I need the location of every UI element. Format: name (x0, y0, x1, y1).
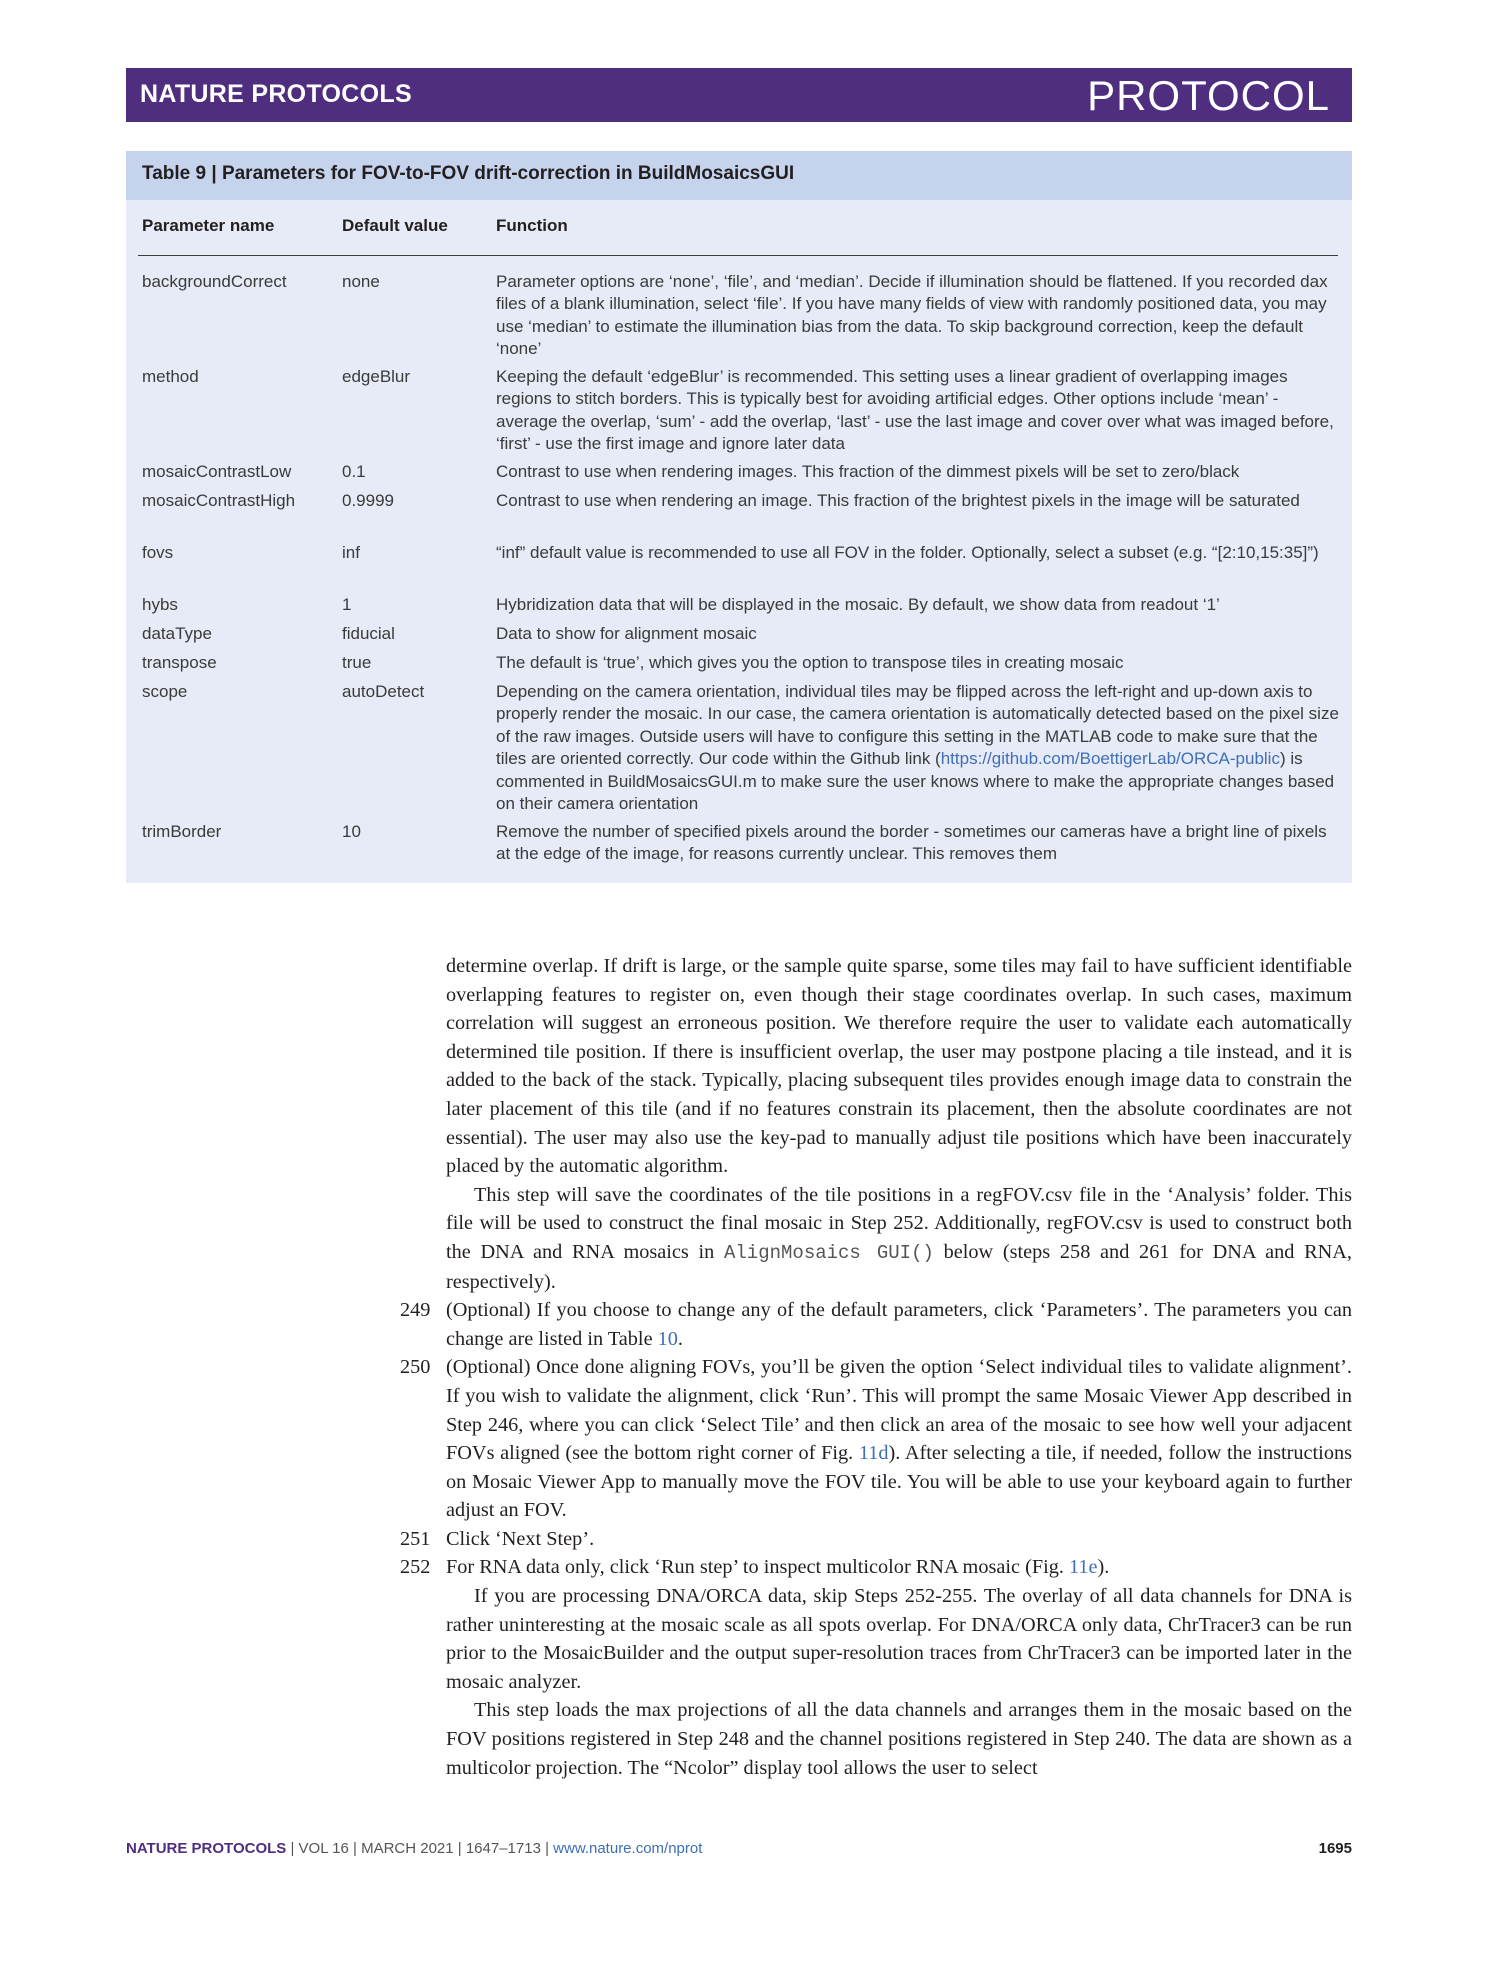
step-text: ). (1097, 1556, 1110, 1579)
param-name: scope (142, 682, 188, 701)
param-name: dataType (142, 624, 212, 643)
param-name: mosaicContrastLow (142, 462, 292, 481)
footer-journal: NATURE PROTOCOLS (126, 1840, 287, 1857)
table-reference-link[interactable]: 10 (657, 1327, 678, 1350)
page-number: 1695 (1318, 1840, 1352, 1857)
body-text-run: This step will save the coordinates of the tile positions in a regFOV.csv file in the ‘Analysis’ folder. This file will be used to construct the final mosaic in Step 252. Additionally, regFOV.csv is used to construct both the DNA and RNA mosaics in (446, 1183, 1352, 1263)
param-function: Hybridization data that will be displayed in the mosaic. By default, we show data from readout ‘1’ (496, 595, 1220, 614)
param-function (496, 681, 1341, 815)
body-text-run: below (steps 258 and 261 for DNA and RNA, respectively). (446, 1240, 1352, 1293)
body-paragraph (446, 1181, 1352, 1296)
footer-url-link[interactable]: www.nature.com/nprot (553, 1840, 703, 1857)
figure-reference-link[interactable]: 11d (858, 1442, 889, 1465)
param-function: Data to show for alignment mosaic (496, 624, 757, 643)
table-header-rule (138, 255, 1338, 256)
step-number: 251 (400, 1527, 431, 1550)
param-function: Parameter options are ‘none’, ‘file’, and ‘median’. Decide if illumination should be flattened. If you recorded dax files of a blank illumination, select ‘file’. If you have many fields of view with randomly positioned data, you may use ‘median’ to estimate the illumination bias from the data. To skip background correction, keep the default ‘none’ (496, 272, 1328, 359)
step-number: 249 (400, 1299, 431, 1322)
param-function-text: Depending on the camera orientation, individual tiles may be flipped across the left-right and up-down axis to properly render the mosaic. In our case, the camera orientation is automatically detected based on the pixel size of the raw images. Outside users will have to configure this setting in the MATLAB code to make sure that the tiles are oriented correctly. Our code within the Github link ( (496, 682, 1339, 769)
table-caption-label: Table 9 | (142, 163, 222, 184)
param-default: autoDetect (342, 682, 425, 701)
figure-reference-link[interactable]: 11e (1069, 1556, 1098, 1579)
param-default: true (342, 653, 372, 672)
body-paragraph: If you are processing DNA/ORCA data, skip Steps 252-255. The overlay of all data channels for DNA is rather uninteresting at the mosaic scale as all spots overlap. For DNA/ORCA only data, ChrTracer3 can be run prior to the MosaicBuilder and the output super-resolution traces from ChrTracer3 can be imported later in the mosaic analyzer. (446, 1585, 1352, 1693)
step-text: (Optional) Once done aligning FOVs, you’ll be given the option ‘Select individual tiles to validate alignment’. If you wish to validate the alignment, click ‘Run’. This will prompt the same Mosaic Viewer App described in Step 246, where you can click ‘Select Tile’ and then click an area of the mosaic to see how well your adjacent FOVs aligned (see the bottom right corner of Fig. (446, 1356, 1352, 1465)
table-caption (126, 151, 1352, 200)
param-default: 10 (342, 822, 361, 841)
step-text: ). After selecting a tile, if needed, follow the instructions on Mosaic Viewer App to manually move the FOV tile. You will be able to use your keyboard again to further adjust an FOV. (446, 1442, 1352, 1522)
column-header-function: Function (496, 216, 568, 235)
journal-name: NATURE PROTOCOLS (140, 80, 412, 108)
github-link[interactable]: https://github.com/BoettigerLab/ORCA-public (940, 749, 1280, 769)
param-default: 0.1 (342, 462, 366, 481)
param-default: 1 (342, 595, 352, 614)
step-249 (400, 1296, 1352, 1353)
param-name: hybs (142, 595, 178, 614)
table-header (142, 216, 1336, 246)
param-name: backgroundCorrect (142, 272, 287, 291)
step-text: For RNA data only, click ‘Run step’ to inspect multicolor RNA mosaic (Fig. (446, 1556, 1070, 1579)
page-footer (126, 1840, 1352, 1864)
param-function: Keeping the default ‘edgeBlur’ is recommended. This setting uses a linear gradient of overlapping images regions to stitch borders. This is typically best for avoiding artificial edges. Other options include ‘mean’ - average the overlap, ‘sum’ - add the overlap, ‘last’ - use the last image and cover over what was imaged before, ‘first’ - use the first image and ignore later data (496, 367, 1334, 454)
param-name: mosaicContrastHigh (142, 491, 296, 510)
journal-header (126, 68, 1352, 122)
param-function: “inf” default value is recommended to use all FOV in the folder. Optionally, select a subset (e.g. “[2:10,15:35]”) (496, 543, 1319, 562)
inline-code: AlignMosaics GUI() (724, 1241, 934, 1264)
body-paragraph: determine overlap. If drift is large, or the sample quite sparse, some tiles may fail to have sufficient identifiable overlapping features to register on, even though their stage coordinates overlap. In such cases, maximum correlation will suggest an erroneous position. We therefore require the user to validate each automatically determined tile position. If there is insufficient overlap, the user may postpone placing a tile instead, and it is added to the back of the stack. Typically, placing subsequent tiles provides enough image data to constrain the later placement of this tile (and if no features constrain its placement, then the absolute coordinates are not essential). The user may also use the key-pad to manually adjust tile positions which have been inaccurately placed by the automatic algorithm. (446, 955, 1352, 1178)
step-250 (400, 1353, 1352, 1525)
step-text: (Optional) If you choose to change any of the default parameters, click ‘Parameters’. The parameters you can change are listed in Table (446, 1299, 1352, 1350)
param-name: trimBorder (142, 822, 222, 841)
section-type: PROTOCOL (1087, 72, 1330, 119)
param-default: none (342, 272, 380, 291)
param-function: The default is ‘true’, which gives you the option to transpose tiles in creating mosaic (496, 653, 1124, 672)
param-default: 0.9999 (342, 491, 394, 510)
param-name: fovs (142, 543, 174, 562)
body-paragraph: This step loads the max projections of all the data channels and arranges them in the mosaic based on the FOV positions registered in Step 248 and the channel positions registered in Step 240. The data are shown as a multicolor projection. The “Ncolor” display tool allows the user to select (446, 1699, 1352, 1779)
parameters-table (126, 151, 1352, 883)
column-header-default-value: Default value (342, 216, 448, 235)
body-text (400, 952, 1352, 1782)
param-default: fiducial (342, 624, 395, 643)
footer-citation: | VOL 16 | MARCH 2021 | 1647–1713 | (286, 1840, 554, 1857)
step-text: Click ‘Next Step’. (446, 1527, 595, 1550)
param-default: inf (342, 543, 360, 562)
param-function: Remove the number of specified pixels around the border - sometimes our cameras have a bright line of pixels at the edge of the image, for reasons currently unclear. This removes them (496, 822, 1327, 864)
param-function-text: ) is commented in BuildMosaicsGUI.m to make sure the user knows where to make the appropriate changes based on their camera orientation (496, 749, 1335, 814)
param-default: edgeBlur (342, 367, 411, 386)
table-caption-title: Parameters for FOV-to-FOV drift-correction in BuildMosaicsGUI (221, 163, 795, 184)
step-252 (400, 1553, 1352, 1582)
param-name: transpose (142, 653, 217, 672)
step-text: . (677, 1327, 683, 1350)
param-function: Contrast to use when rendering images. This fraction of the dimmest pixels will be set to zero/black (496, 462, 1240, 481)
step-number: 250 (400, 1356, 431, 1379)
param-name: method (142, 367, 199, 386)
column-header-parameter-name: Parameter name (142, 216, 275, 235)
step-number: 252 (400, 1556, 431, 1579)
step-251 (400, 1525, 1352, 1554)
param-function: Contrast to use when rendering an image. This fraction of the brightest pixels in the image will be saturated (496, 491, 1300, 510)
